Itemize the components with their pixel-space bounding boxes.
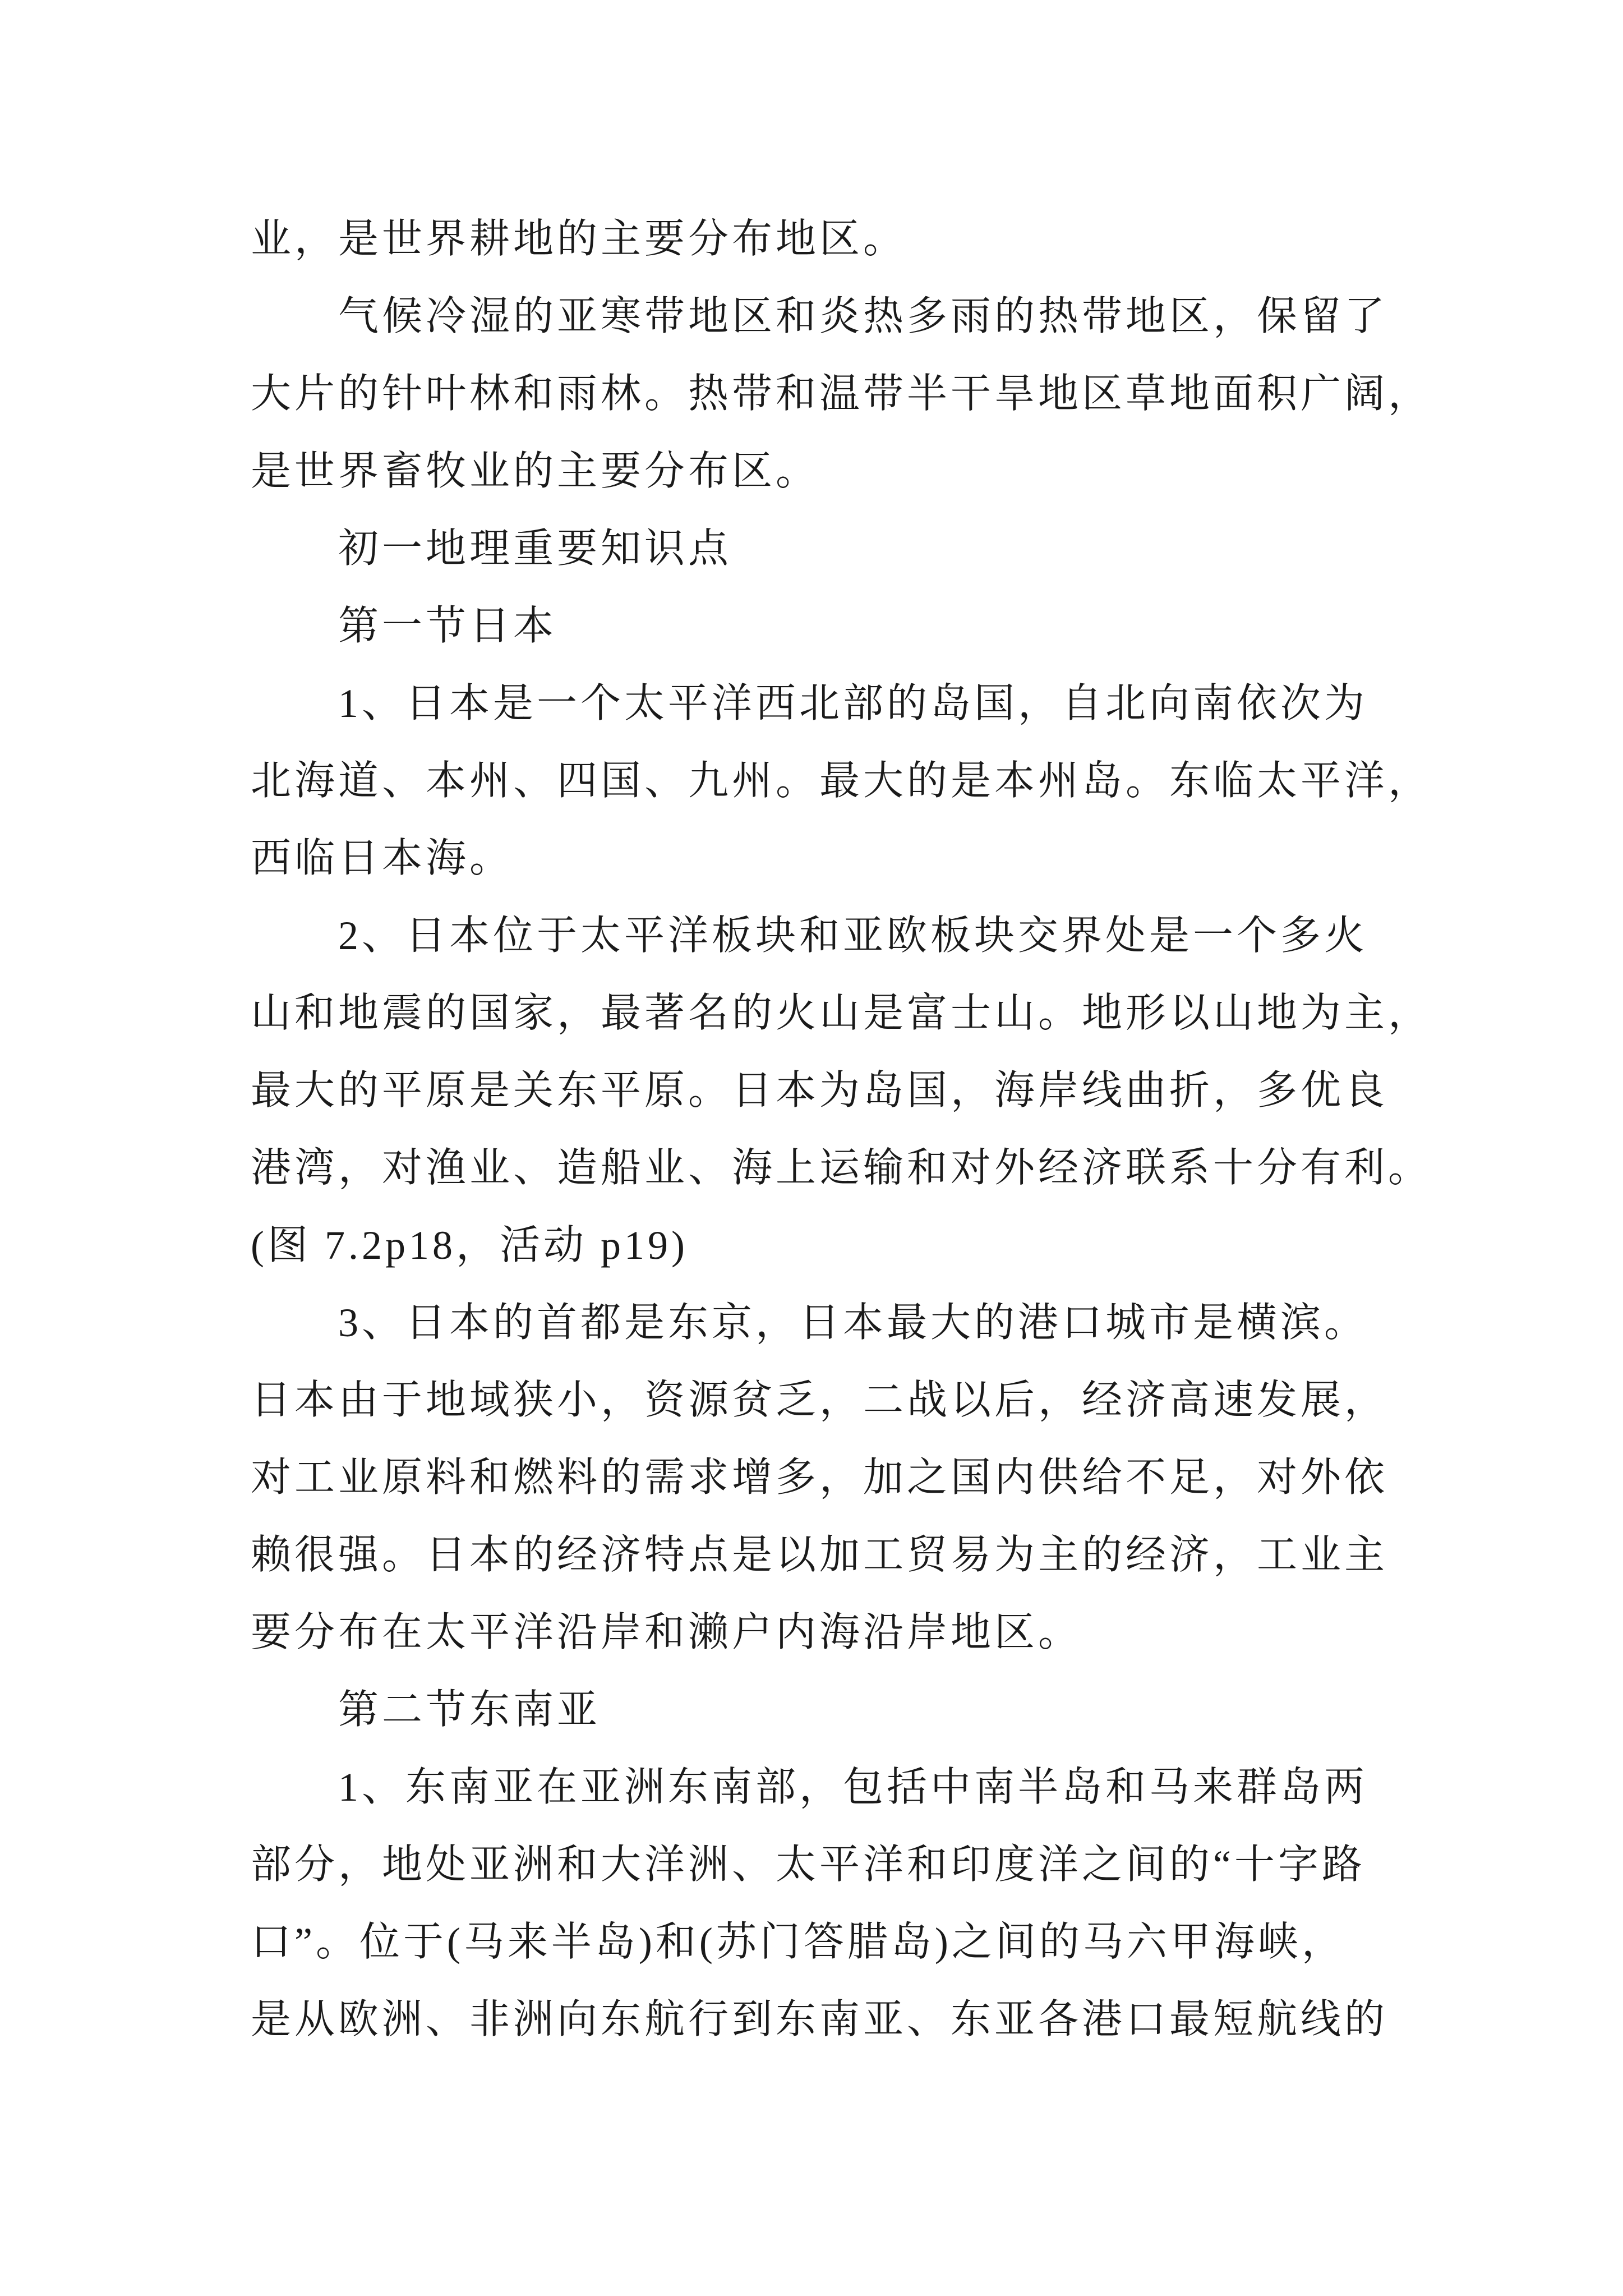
- paragraph-line: 业，是世界耕地的主要分布地区。: [251, 217, 907, 261]
- document-body: [251, 200, 1484, 2058]
- paragraph-line: 对工业原料和燃料的需求增多，加之国内供给不足，对外依: [251, 1455, 1389, 1500]
- paragraph-line: 大片的针叶林和雨林。热带和温带半干旱地区草地面积广阔，: [251, 371, 1432, 416]
- paragraph-line: 西临日本海。: [251, 836, 514, 881]
- paragraph-line: 港湾，对渔业、造船业、海上运输和对外经济联系十分有利。: [251, 1145, 1432, 1190]
- paragraph-line: 最大的平原是关东平原。日本为岛国，海岸线曲折，多优良: [251, 1068, 1389, 1113]
- paragraph-line: 3、日本的首都是东京，日本最大的港口城市是横滨。: [338, 1300, 1368, 1345]
- section-heading: 第二节东南亚: [338, 1687, 601, 1732]
- paragraph-line: 是世界畜牧业的主要分布区。: [251, 449, 820, 494]
- paragraph-line: 是从欧洲、非洲向东航行到东南亚、东亚各港口最短航线的: [251, 1997, 1389, 2042]
- paragraph-line: 气候冷湿的亚寒带地区和炎热多雨的热带地区，保留了: [338, 294, 1389, 339]
- paragraph-line: 山和地震的国家，最著名的火山是富士山。地形以山地为主，: [251, 991, 1432, 1036]
- document-heading: 初一地理重要知识点: [338, 526, 732, 571]
- paragraph-line: 赖很强。日本的经济特点是以加工贸易为主的经济，工业主: [251, 1533, 1389, 1577]
- paragraph-line: 口”。位于(马来半岛)和(苏门答腊岛)之间的马六甲海峡，: [251, 1920, 1345, 1964]
- paragraph-line: 要分布在太平洋沿岸和濑户内海沿岸地区。: [251, 1610, 1082, 1655]
- paragraph-line: 2、日本位于太平洋板块和亚欧板块交界处是一个多火: [338, 913, 1368, 958]
- figure-reference: (图 7.2p18，活动 p19): [251, 1223, 688, 1268]
- paragraph-line: 1、日本是一个太平洋西北部的岛国，自北向南依次为: [338, 681, 1368, 726]
- paragraph-line: 日本由于地域狭小，资源贫乏，二战以后，经济高速发展，: [251, 1378, 1389, 1423]
- paragraph-line: 部分，地处亚洲和大洋洲、太平洋和印度洋之间的“十字路: [251, 1842, 1366, 1887]
- paragraph-line: 北海道、本州、四国、九州。最大的是本州岛。东临太平洋，: [251, 758, 1432, 803]
- section-heading: 第一节日本: [338, 604, 557, 648]
- paragraph-line: 1、东南亚在亚洲东南部，包括中南半岛和马来群岛两: [338, 1765, 1368, 1810]
